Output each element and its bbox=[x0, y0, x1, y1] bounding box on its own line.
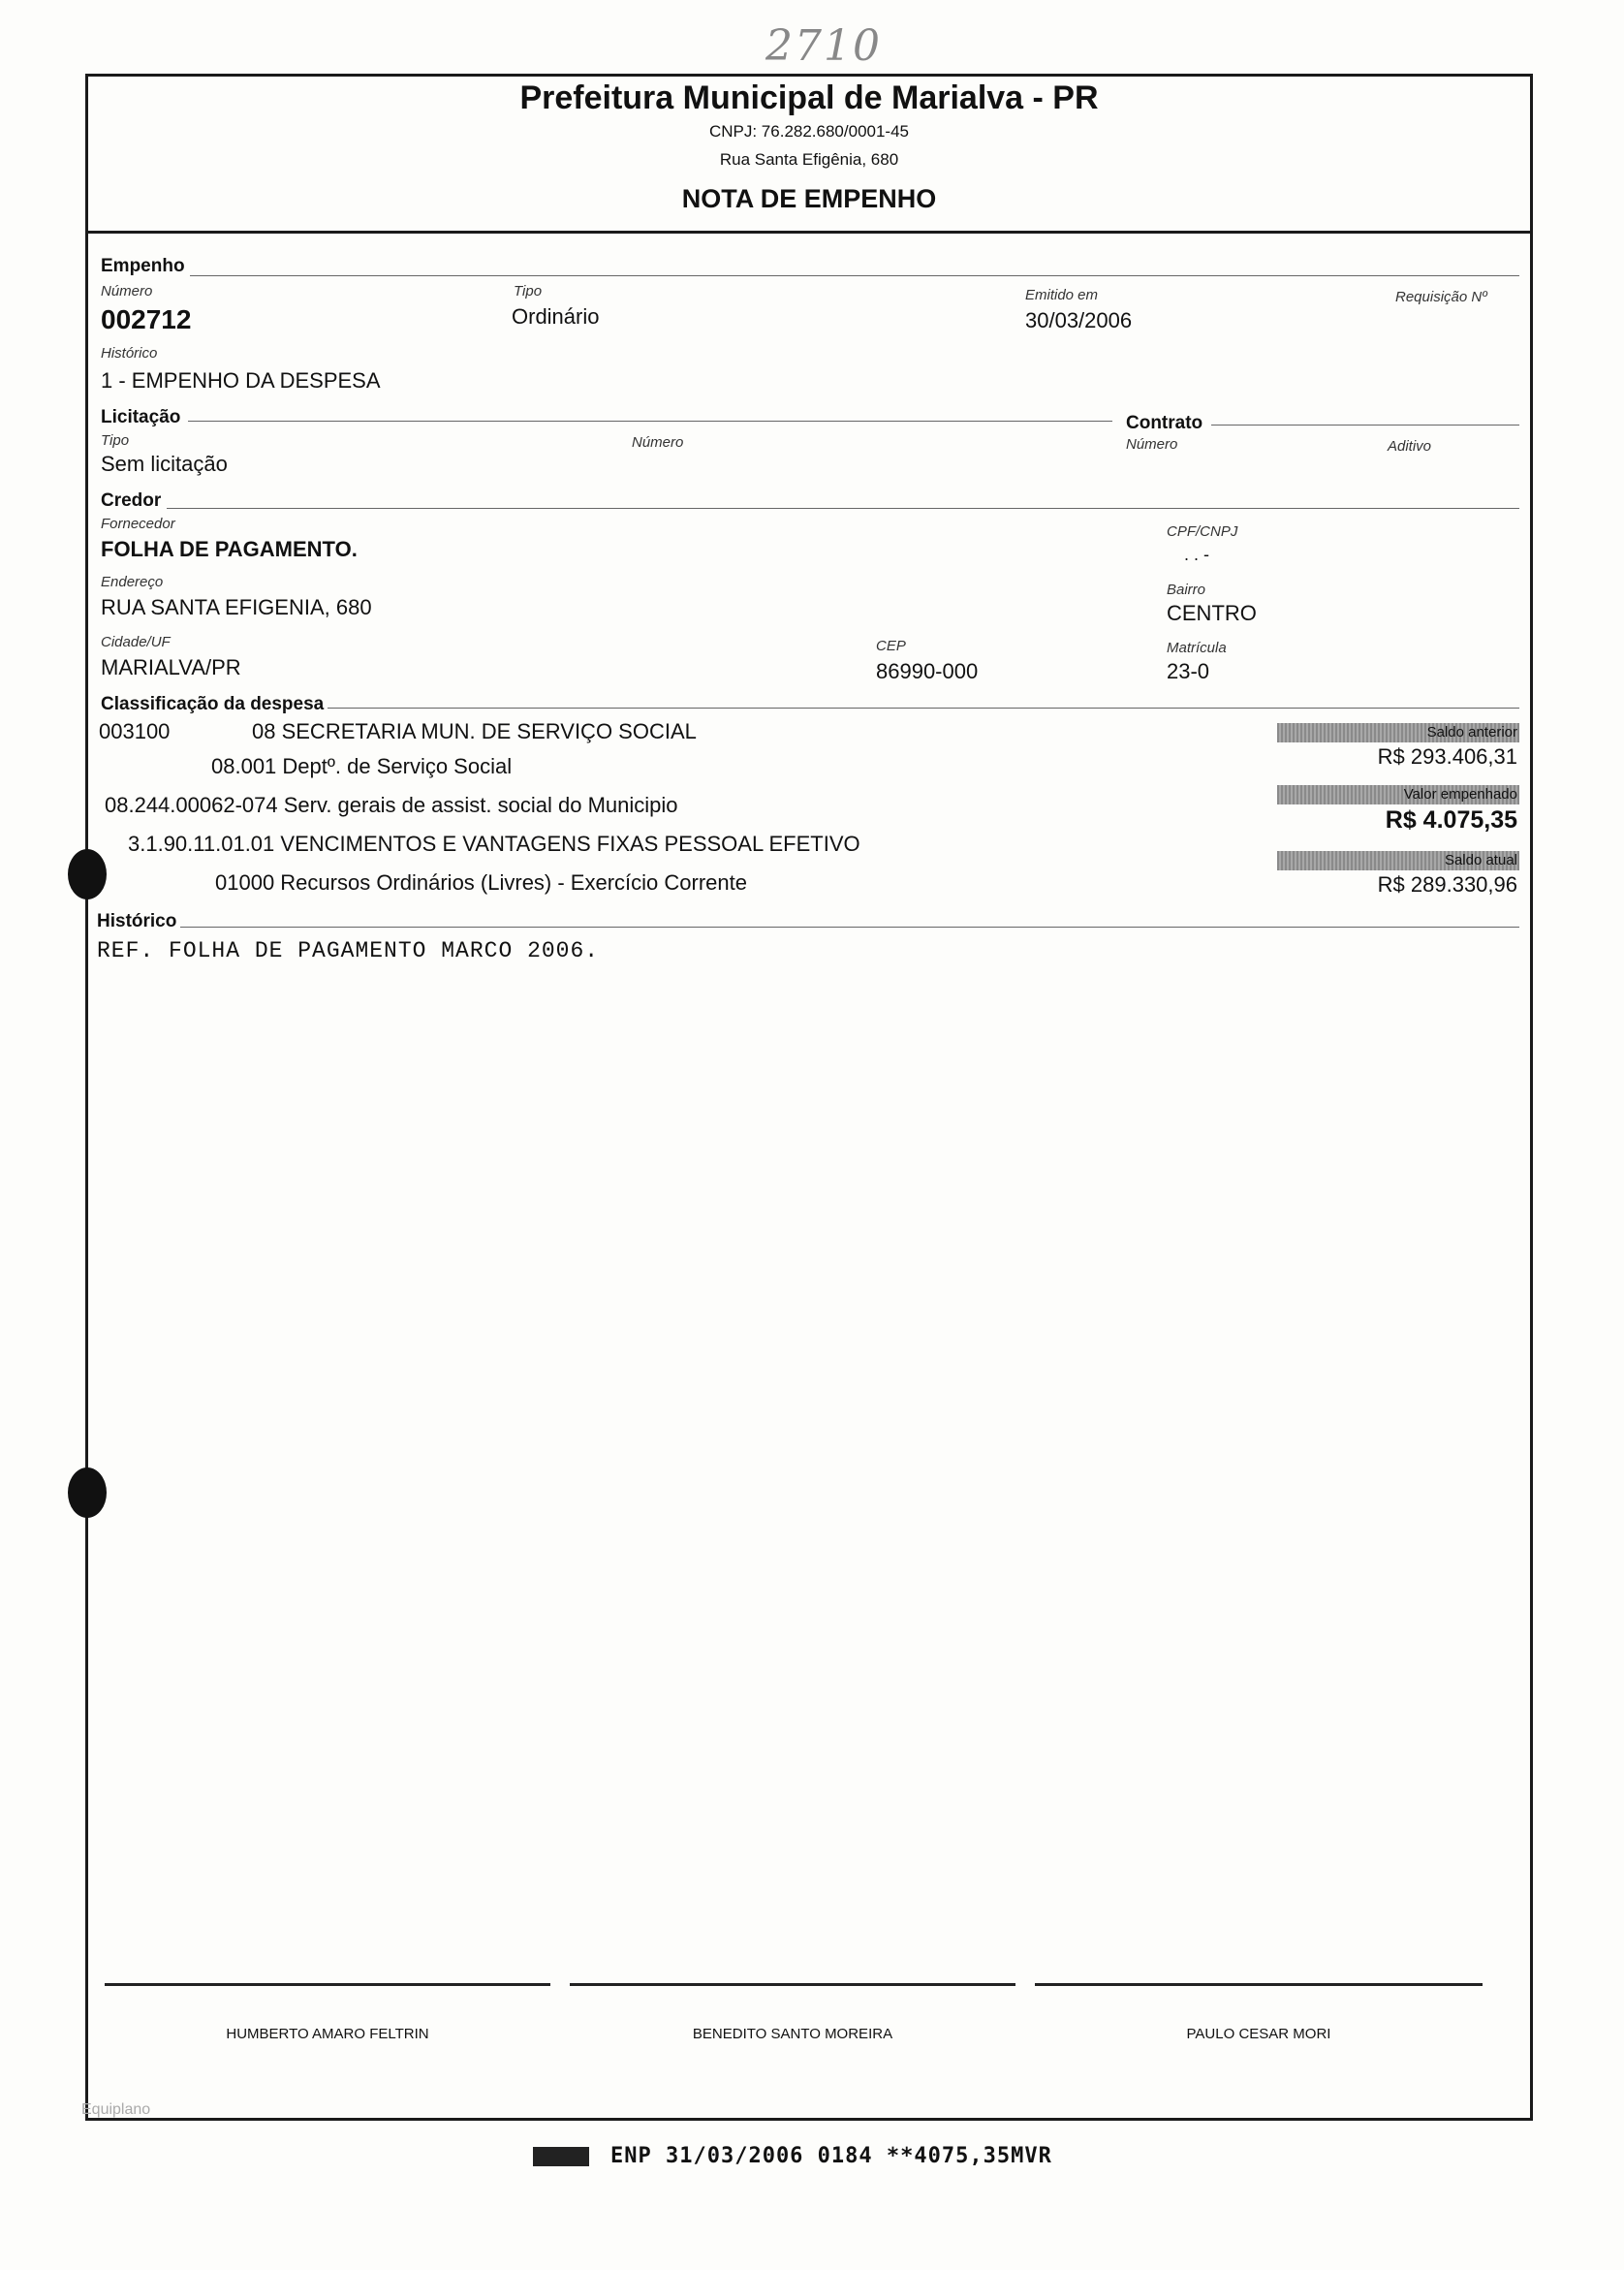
cpf-cnpj-label: CPF/CNPJ bbox=[1167, 523, 1238, 540]
valor-empenhado-value: R$ 4.075,35 bbox=[1385, 806, 1517, 834]
requisicao-label: Requisição Nº bbox=[1395, 289, 1487, 305]
classificacao-elemento: 3.1.90.11.01.01 VENCIMENTOS E VANTAGENS FIXAS PESSOAL EFETIVO bbox=[128, 832, 860, 856]
classificacao-rule bbox=[328, 708, 1519, 709]
cidade-label: Cidade/UF bbox=[101, 634, 171, 650]
licitacao-tipo: Sem licitação bbox=[101, 452, 228, 476]
saldo-atual-label: Saldo atual bbox=[1277, 851, 1519, 870]
contrato-section-label: Contrato bbox=[1126, 413, 1203, 433]
equiplano-watermark: Equiplano bbox=[81, 2101, 151, 2118]
classificacao-recurso: 01000 Recursos Ordinários (Livres) - Exercício Corrente bbox=[215, 870, 747, 895]
signature-line-3 bbox=[1035, 1983, 1483, 1986]
cidade-value: MARIALVA/PR bbox=[101, 655, 241, 679]
empenho-tipo: Ordinário bbox=[512, 304, 600, 329]
signature-name-1: HUMBERTO AMARO FELTRIN bbox=[226, 2026, 429, 2042]
classificacao-funcional: 08.244.00062-074 Serv. gerais de assist. social do Municipio bbox=[105, 793, 678, 817]
licitacao-numero-label: Número bbox=[632, 434, 684, 451]
saldo-anterior-label: Saldo anterior bbox=[1277, 723, 1519, 742]
mechanical-stamp bbox=[533, 2144, 1052, 2168]
contrato-aditivo-label: Aditivo bbox=[1388, 438, 1432, 455]
licitacao-section-label: Licitação bbox=[101, 407, 181, 427]
credor-section-label: Credor bbox=[101, 490, 162, 511]
emitido-label: Emitido em bbox=[1025, 287, 1099, 303]
classificacao-orgao: 08 SECRETARIA MUN. DE SERVIÇO SOCIAL bbox=[252, 719, 697, 743]
cnpj-text: CNPJ: 76.282.680/0001-45 bbox=[708, 122, 910, 141]
licitacao-rule bbox=[188, 421, 1112, 422]
punch-hole-icon bbox=[68, 849, 107, 899]
handwritten-number: 2710 bbox=[765, 21, 882, 71]
credor-rule bbox=[167, 508, 1519, 509]
signature-line-1 bbox=[105, 1983, 550, 1986]
cep-label: CEP bbox=[876, 638, 906, 654]
signature-name-2: BENEDITO SANTO MOREIRA bbox=[692, 2026, 893, 2042]
stamp-text: ENP 31/03/2006 0184 **4075,35MVR bbox=[610, 2144, 1052, 2168]
signature-line-2 bbox=[570, 1983, 1015, 1986]
empenho-section-label: Empenho bbox=[101, 256, 185, 276]
empenho-historico-label: Histórico bbox=[101, 345, 158, 362]
signature-name-3: PAULO CESAR MORI bbox=[1186, 2026, 1331, 2042]
saldo-atual-value: R$ 289.330,96 bbox=[1377, 872, 1517, 897]
historico-text: REF. FOLHA DE PAGAMENTO MARCO 2006. bbox=[97, 938, 600, 963]
matricula-label: Matrícula bbox=[1167, 640, 1227, 656]
endereco-value: RUA SANTA EFIGENIA, 680 bbox=[101, 595, 372, 619]
stamp-logo-icon bbox=[533, 2147, 589, 2166]
punch-hole-icon bbox=[68, 1467, 107, 1518]
municipality-title: Prefeitura Municipal de Marialva - PR bbox=[519, 79, 1099, 116]
endereco-label: Endereço bbox=[101, 574, 164, 590]
classificacao-code: 003100 bbox=[99, 719, 171, 743]
classificacao-section-label: Classificação da despesa bbox=[101, 694, 325, 714]
historico-section-label: Histórico bbox=[97, 911, 177, 931]
fornecedor-label: Fornecedor bbox=[101, 516, 175, 532]
licitacao-tipo-label: Tipo bbox=[101, 432, 130, 449]
header-separator bbox=[85, 231, 1533, 234]
classificacao-unidade: 08.001 Deptº. de Serviço Social bbox=[211, 754, 513, 778]
emitido-date: 30/03/2006 bbox=[1025, 308, 1133, 332]
empenho-rule bbox=[190, 275, 1519, 276]
address-text: Rua Santa Efigênia, 680 bbox=[719, 150, 899, 169]
cep-value: 86990-000 bbox=[876, 659, 979, 683]
saldo-anterior-value: R$ 293.406,31 bbox=[1377, 744, 1517, 769]
bairro-label: Bairro bbox=[1167, 582, 1206, 598]
empenho-historico: 1 - EMPENHO DA DESPESA bbox=[101, 368, 381, 393]
cpf-cnpj-value: . . - bbox=[1184, 545, 1209, 564]
empenho-numero-label: Número bbox=[101, 283, 153, 300]
fornecedor-value: FOLHA DE PAGAMENTO. bbox=[101, 537, 358, 561]
empenho-numero: 002712 bbox=[101, 304, 192, 334]
contrato-numero-label: Número bbox=[1126, 436, 1178, 453]
valor-empenhado-label: Valor empenhado bbox=[1277, 785, 1519, 804]
document-title: NOTA DE EMPENHO bbox=[681, 184, 937, 213]
bairro-value: CENTRO bbox=[1167, 601, 1257, 625]
empenho-tipo-label: Tipo bbox=[514, 283, 543, 300]
historico-rule bbox=[180, 927, 1519, 928]
matricula-value: 23-0 bbox=[1167, 659, 1210, 683]
contrato-rule bbox=[1211, 425, 1519, 426]
